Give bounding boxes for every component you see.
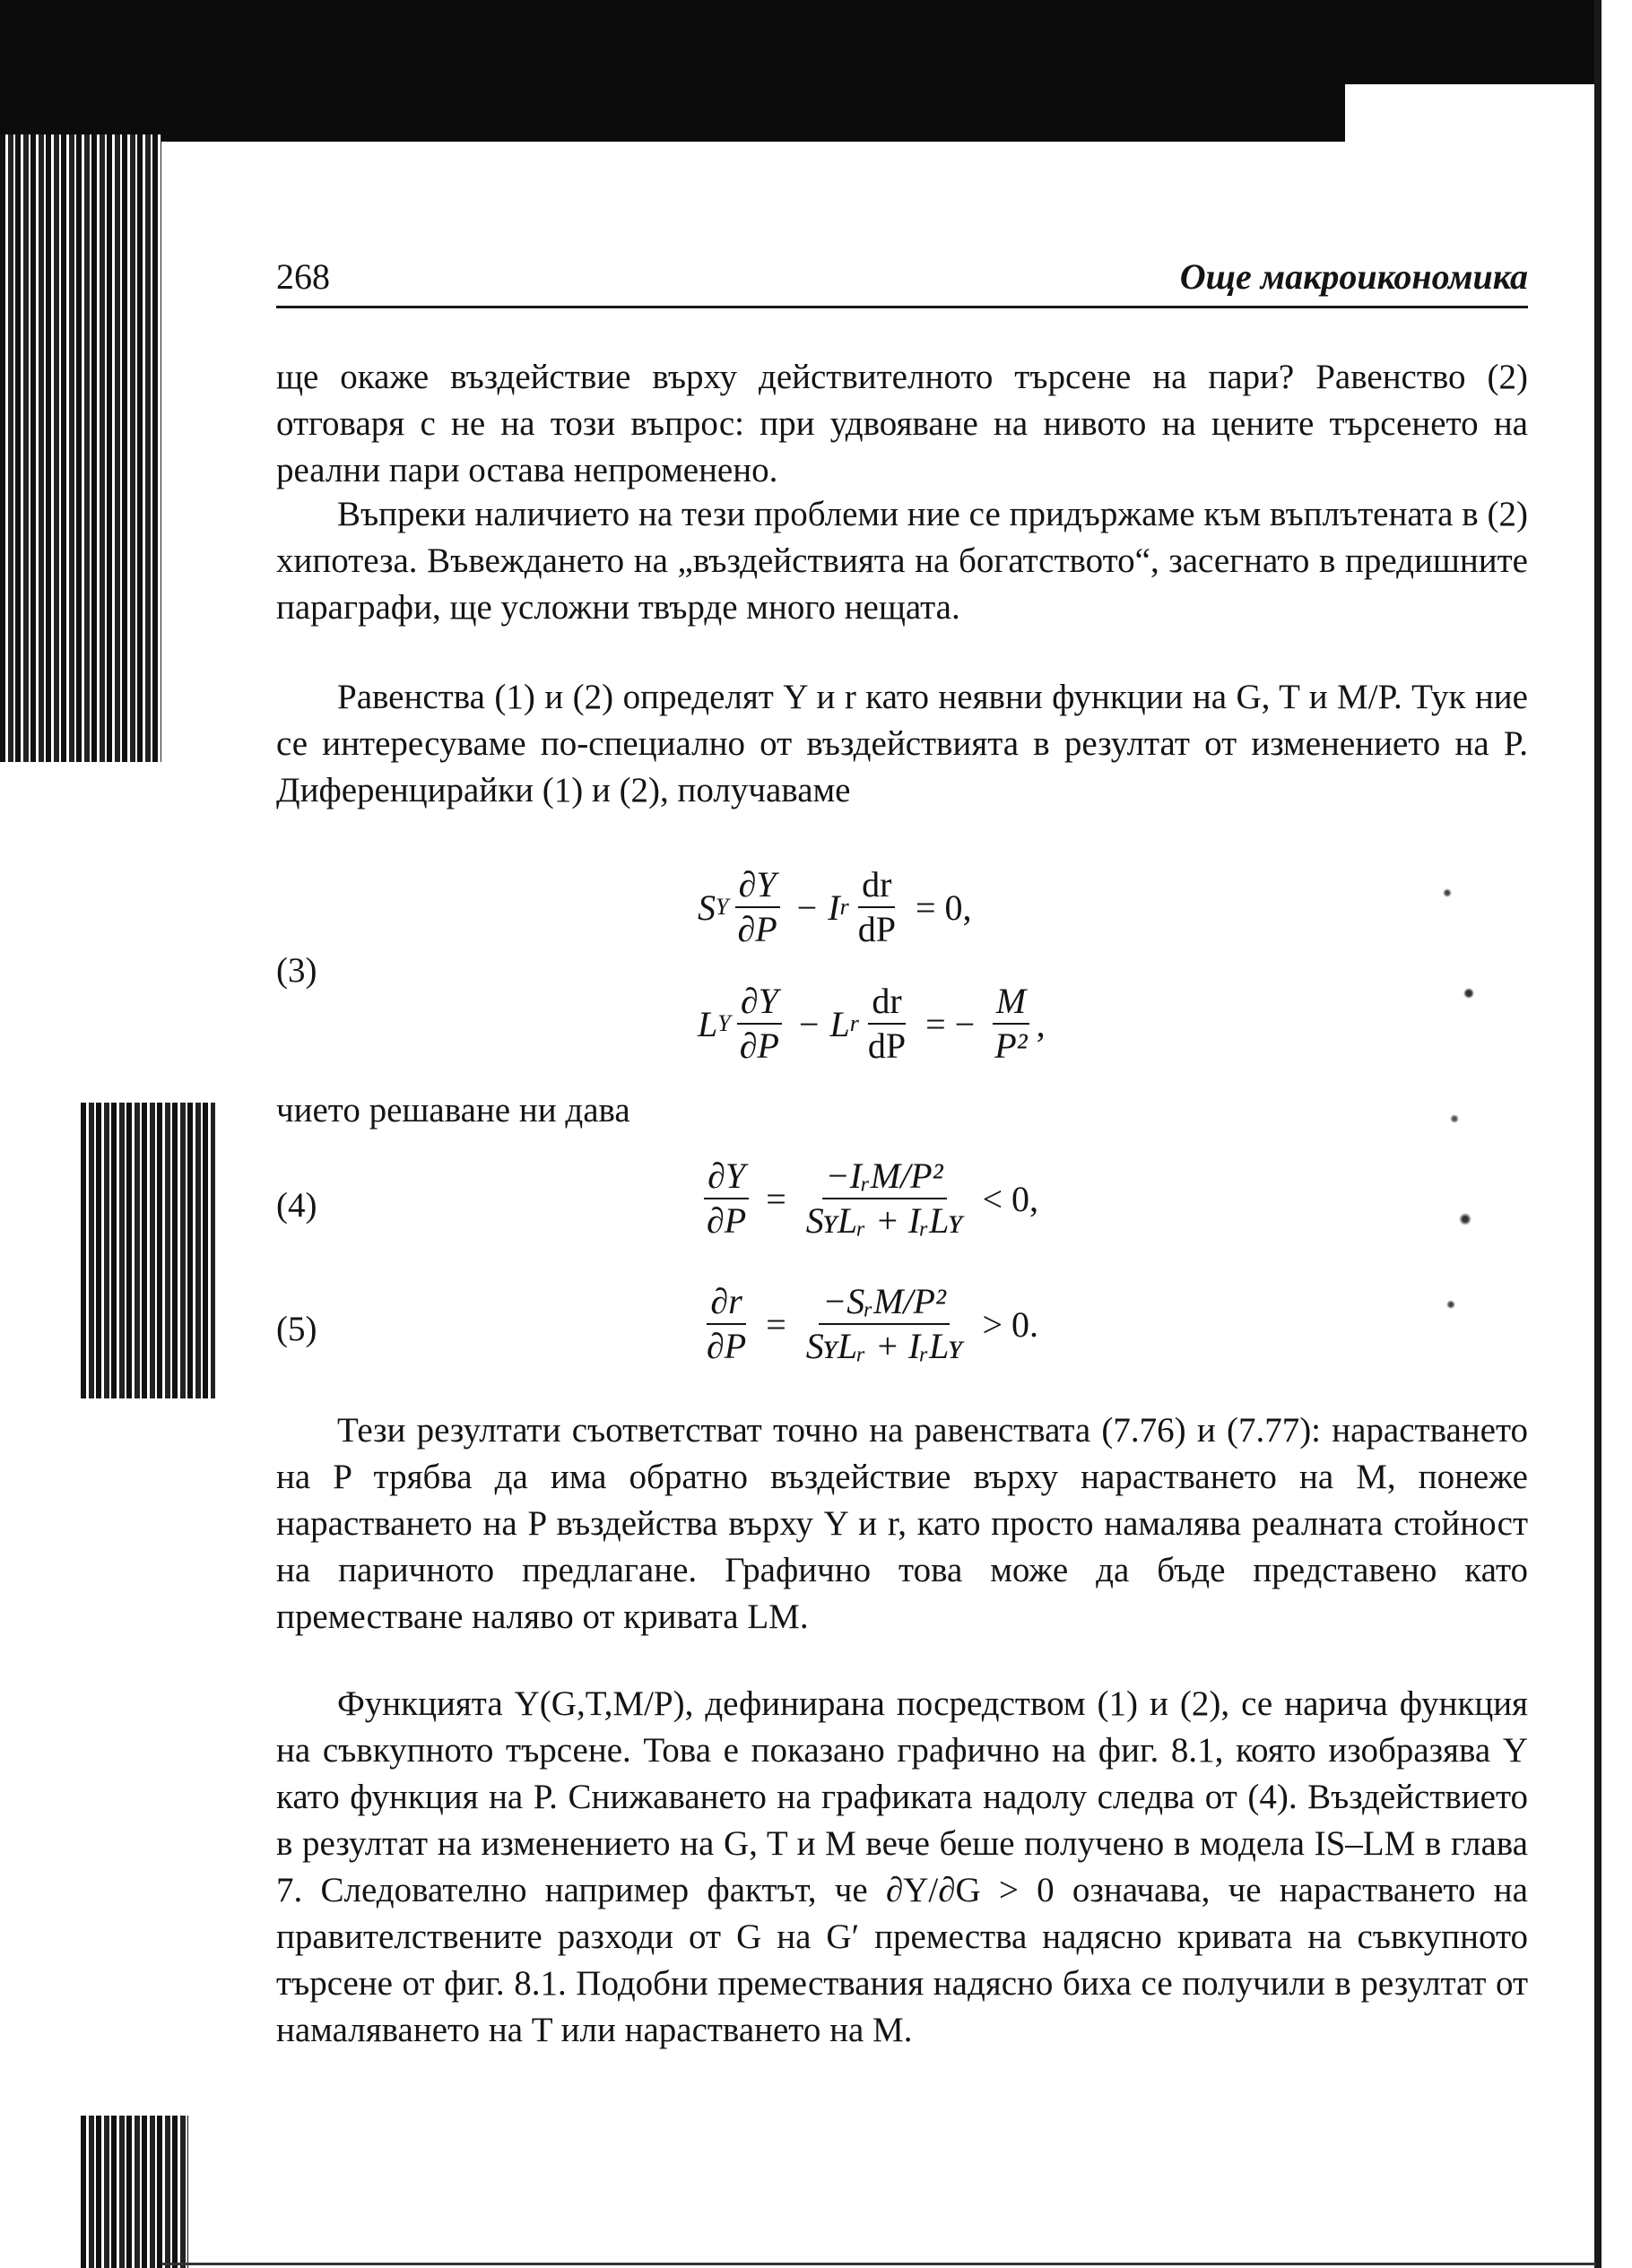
subscript: r xyxy=(839,894,849,920)
page-header xyxy=(276,255,1528,308)
fraction: $\frac{\partial Y}{\partial P}$ xyxy=(734,865,780,949)
fraction: $\frac{dr}{dP}$ xyxy=(867,981,907,1066)
subscript: Y xyxy=(716,894,729,920)
inequality: > 0. xyxy=(982,1303,1039,1345)
paragraph: Функцията Y(G,T,M/P), дефинирана посредством (1) и (2), се нарича функция на съвкупното търсене. Това е показано графично на фиг. 8.1, която изобразява Y като функция на P. Снижаването на графиката надолу следва от (4). Въздействието в резултат на изменението на G, T и M вече беше получено в модела IS–LM в глава 7. Следователно например фактът, че ∂Y/∂G > 0 означава, че нарастването на правителствените разходи от G на G′ премества надясно кривата на съвкупното търсене от фиг. 8.1. Подобни премествания надясно биха се получили в резултат от намаляването на T или нарастването на M. xyxy=(276,1684,1528,2049)
fraction: $\frac{\text{−SᵣM/P²}}{\text{SʏLᵣ + IᵣLʏ}}$ xyxy=(805,1281,963,1366)
scan-binding-shadow xyxy=(0,134,161,762)
scan-border-top-lower xyxy=(0,72,1345,142)
equation-label: (4) xyxy=(276,1186,317,1225)
operator: − xyxy=(796,887,818,928)
paragraph: Равенства (1) и (2) определят Y и r като неявни функции на G, T и M/P. Тук ние се интересуваме по-специално от въздействията в резултат от изменението на P. Диференцирайки (1) и (2), получаваме xyxy=(276,678,1528,809)
fraction: $\frac{\partial r}{\partial P}$ xyxy=(707,1281,747,1366)
fraction: $\frac{\text{−IᵣM/P²}}{\text{SʏLᵣ + IᵣLʏ}}$ xyxy=(805,1156,963,1241)
paragraph: ще окаже въздействие върху действителното търсене на пари? Равенство (2) отговаря с не на този въпрос: при удвояване на нивото на цените търсенето на реални пари остава непроменено. xyxy=(276,358,1528,489)
symbol: S xyxy=(698,887,716,928)
equation-4 xyxy=(698,1156,1049,1241)
operator: = − xyxy=(925,1003,976,1044)
symbol: L xyxy=(829,1003,850,1044)
paragraph: Тези резултати съответстват точно на равенствата (7.76) и (7.77): нарастването на P трябва да има обратно въздействие върху нарастването на M, понеже нарастването на P въздейства върху Y и r, като просто намалява реалната стойност на паричното предлагане. Графично това може да бъде представено като преместване наляво от кривата LM. xyxy=(276,1411,1528,1636)
subscript: Y xyxy=(717,1010,731,1036)
operator: = xyxy=(766,1178,786,1219)
subscript: r xyxy=(849,1010,859,1036)
scan-border-right xyxy=(1594,0,1602,2268)
operator: = xyxy=(766,1303,786,1345)
equation-3b xyxy=(698,982,1046,1066)
running-title: Още макроикономика xyxy=(1179,256,1528,297)
fraction: $\frac{M}{\text{P²}}$ xyxy=(991,982,1030,1066)
equation-rhs: = 0, xyxy=(915,887,972,928)
scan-binding-shadow xyxy=(81,2116,188,2268)
page-number: 268 xyxy=(276,256,330,297)
scan-border-bottom xyxy=(161,2263,1596,2265)
symbol: L xyxy=(698,1003,718,1044)
equation-label: (3) xyxy=(276,951,317,990)
paragraph: Въпреки наличието на тези проблеми ние се придържаме към въплътената в (2) хипотеза. Въвеждането на „въздействията на богатството“, засегнато в предишните параграфи, ще усложни твърде много нещата. xyxy=(276,495,1528,627)
scan-border-top xyxy=(0,0,1600,72)
inequality: < 0, xyxy=(982,1178,1039,1219)
equation-5 xyxy=(698,1282,1049,1366)
symbol: I xyxy=(828,887,840,928)
scan-border-top-strip xyxy=(1345,72,1600,84)
equation-3a xyxy=(698,865,983,949)
fraction: $\frac{\partial Y}{\partial P}$ xyxy=(736,982,783,1066)
scan-binding-shadow xyxy=(81,1103,215,1398)
operator: − xyxy=(798,1003,820,1044)
fraction: $\frac{dr}{dP}$ xyxy=(857,864,896,949)
fraction: $\frac{\partial Y}{\partial P}$ xyxy=(703,1156,750,1241)
paragraph: чието решаване ни дава xyxy=(276,1091,630,1130)
equation-label: (5) xyxy=(276,1310,317,1348)
punctuation: , xyxy=(1036,1003,1046,1044)
